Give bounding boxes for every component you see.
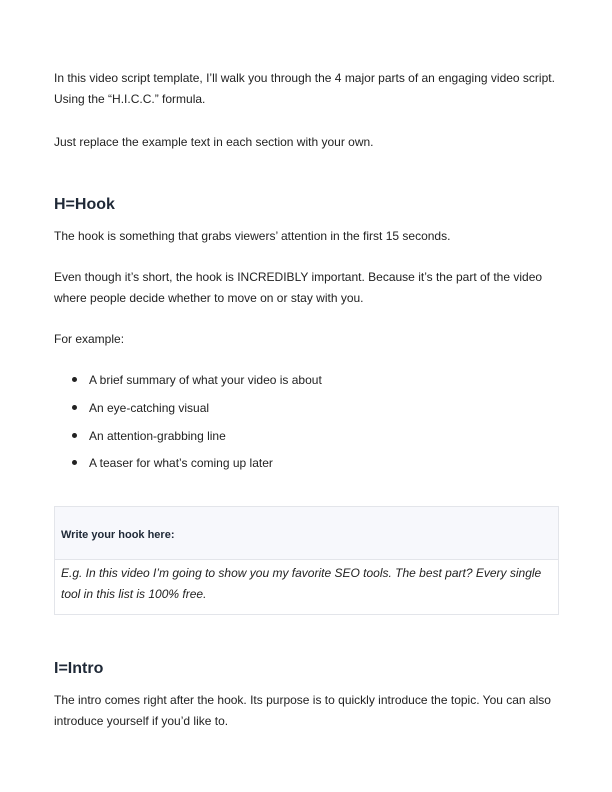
list-item-text: An attention-grabbing line: [89, 429, 226, 443]
list-item: [72, 400, 209, 416]
hook-box-example[interactable]: E.g. In this video I’m going to show you my favorite SEO tools. The best part? Every single tool in this list is 100% free.: [61, 566, 542, 601]
hook-paragraph-1: The hook is something that grabs viewers’ attention in the first 15 seconds.: [54, 229, 451, 243]
bullet-icon: [72, 377, 77, 382]
bullet-icon: [72, 405, 77, 410]
bullet-icon: [72, 433, 77, 438]
hook-paragraph-3: For example:: [54, 332, 125, 346]
list-item: [72, 455, 273, 471]
hook-box-label: Write your hook here:: [55, 507, 558, 560]
hook-heading: H=Hook: [54, 196, 115, 213]
instruction-paragraph: Just replace the example text in each section with your own.: [54, 135, 374, 149]
intro-heading: I=Intro: [54, 660, 104, 677]
hook-template-box: [54, 506, 559, 615]
intro-section-paragraph: The intro comes right after the hook. Its purpose is to quickly introduce the topic. You can also introduce yourself if you’d like to.: [54, 693, 551, 728]
list-item-text: A brief summary of what your video is about: [89, 373, 322, 387]
list-item-text: An eye-catching visual: [89, 401, 210, 415]
hook-paragraph-2: Even though it’s short, the hook is INCREDIBLY important. Because it’s the part of the video where people decide whether to move on or stay with you.: [54, 270, 543, 305]
bullet-icon: [72, 460, 77, 465]
list-item-text: A teaser for what’s coming up later: [89, 456, 273, 470]
list-item: [72, 372, 322, 388]
list-item: [72, 428, 226, 444]
intro-paragraph: In this video script template, I’ll walk you through the 4 major parts of an engaging video script. Using the “H.I.C.C.” formula.: [54, 71, 555, 106]
